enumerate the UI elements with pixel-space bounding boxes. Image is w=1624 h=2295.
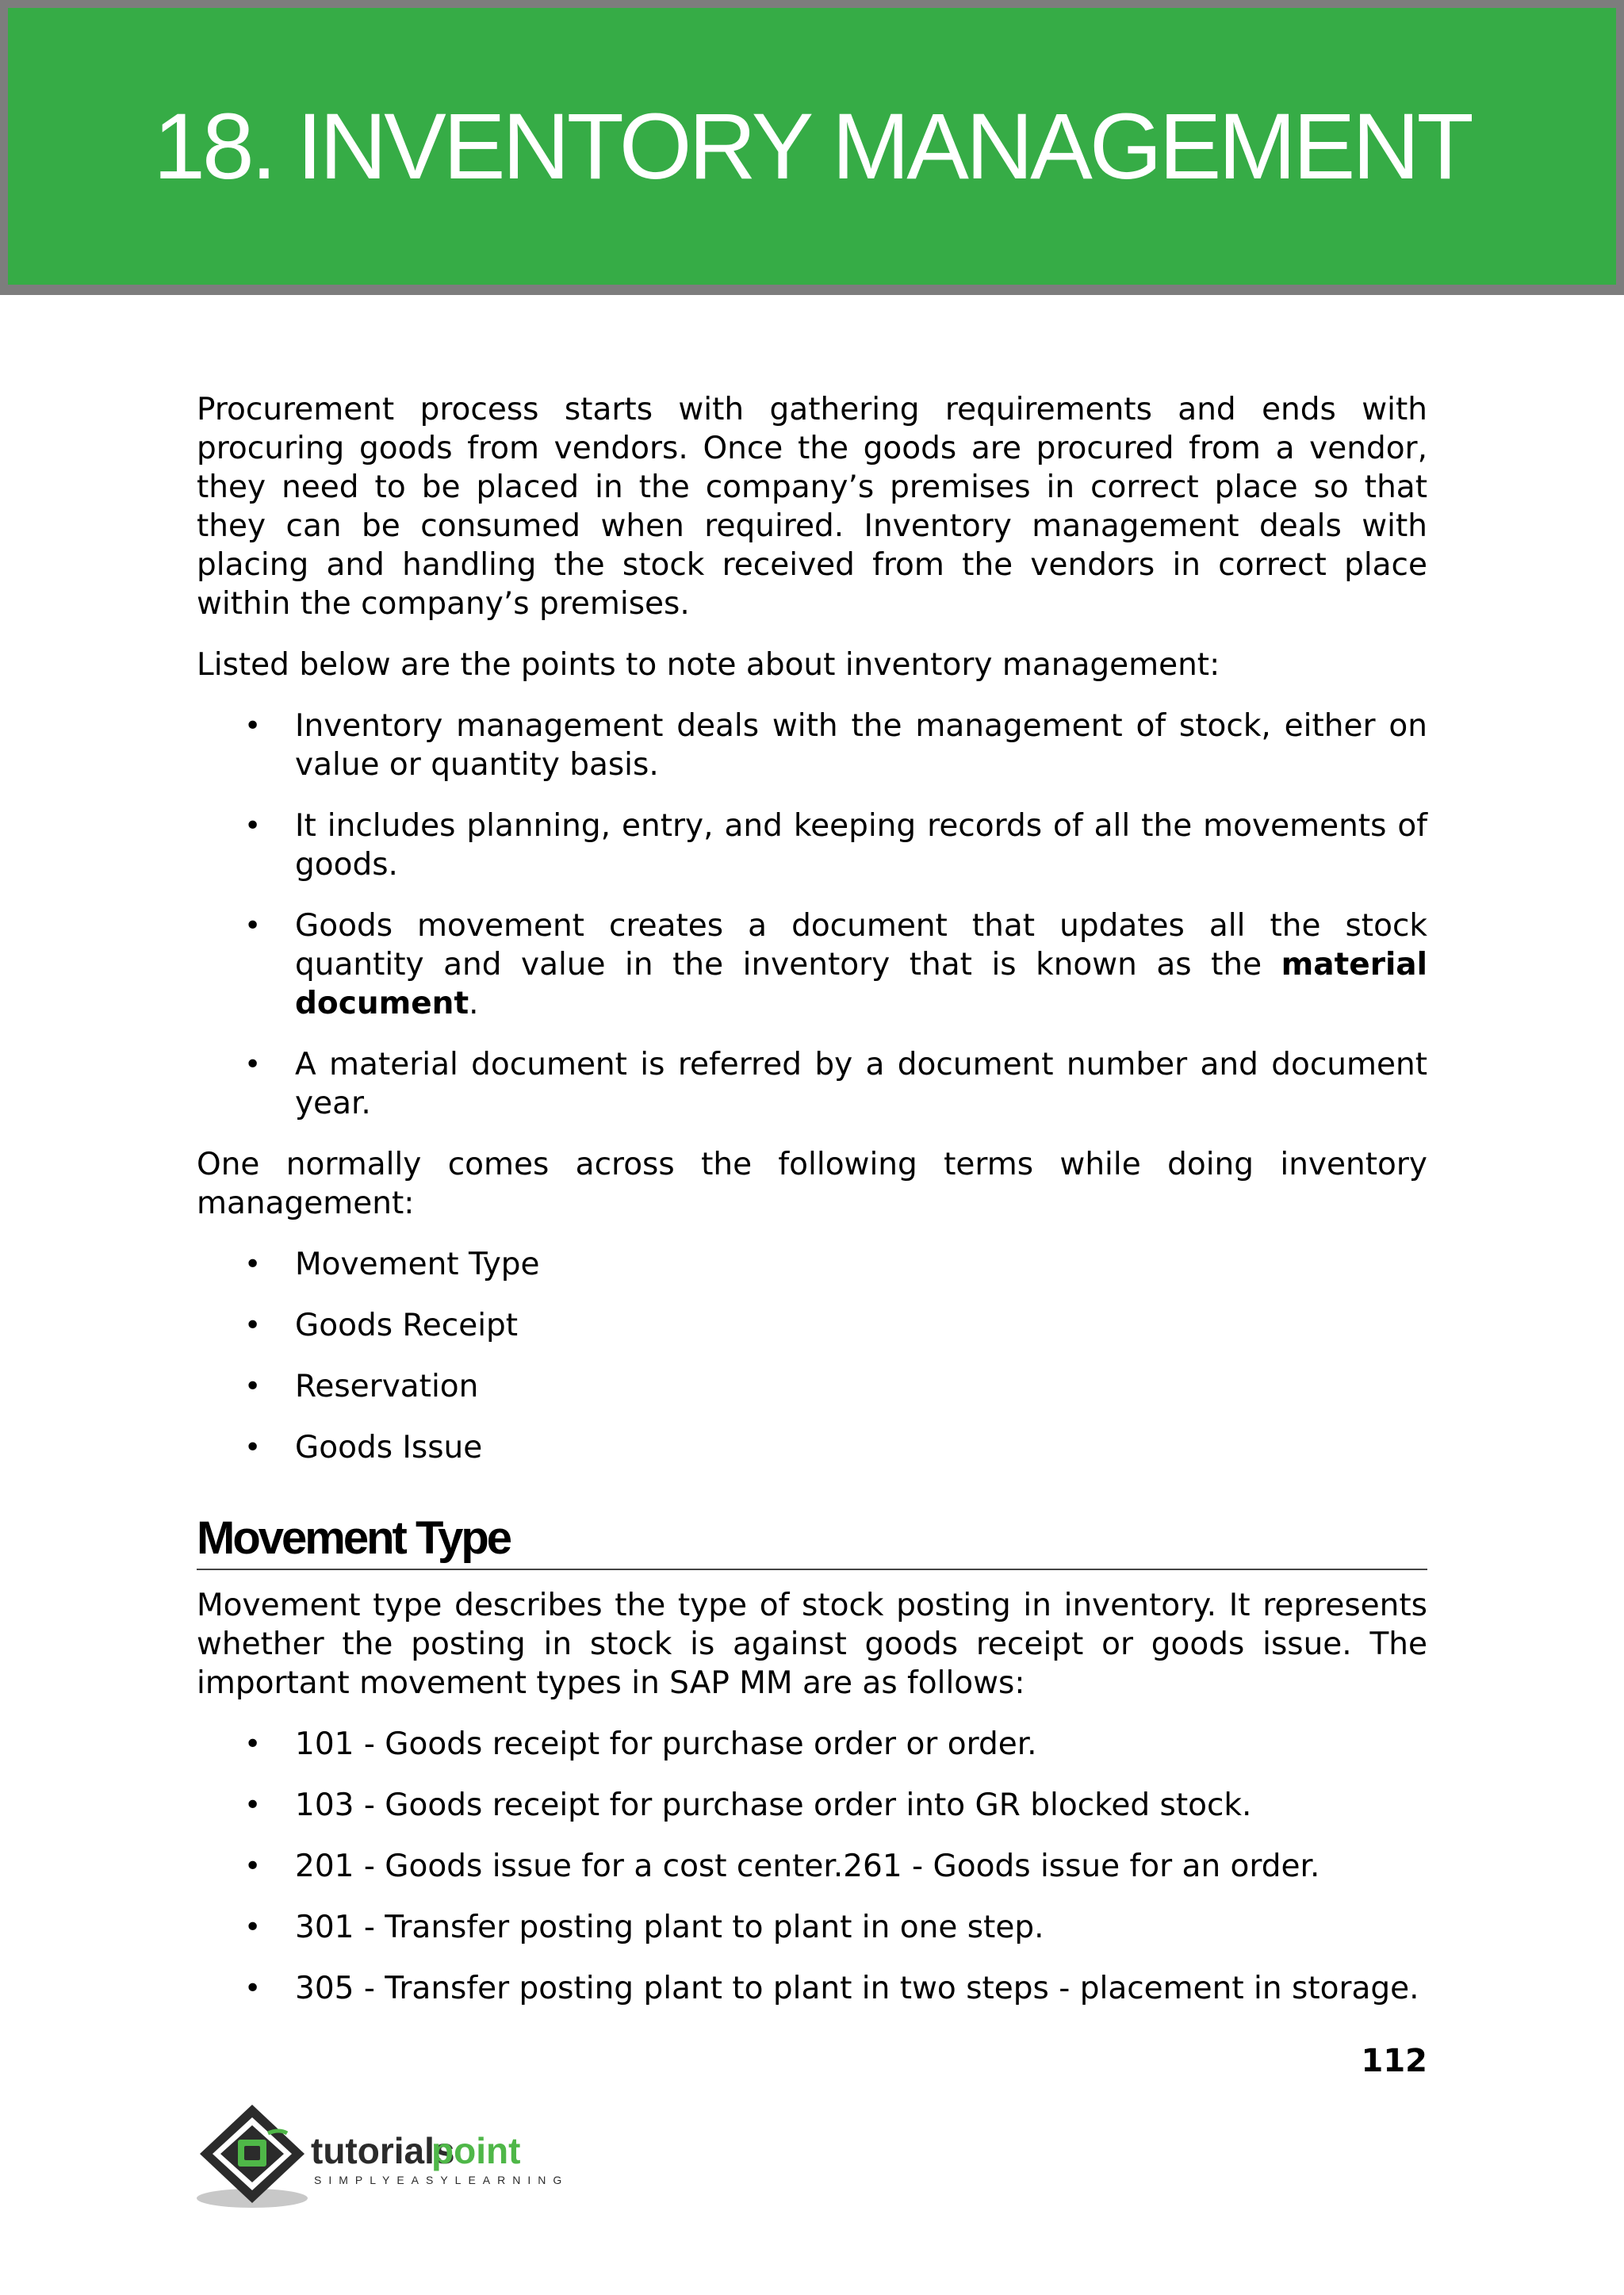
intro-paragraph: Procurement process starts with gathering requirements and ends with procuring goods from vendors. Once the goods are procured from a vendor, they need to be placed in the company’s premises in correct place so that they can be consumed when required. Inventory management deals with placing and handling the stock received from the vendors in correct place within the company’s premises. bbox=[197, 392, 1427, 622]
chapter-banner bbox=[0, 0, 1624, 295]
bullet-icon: • bbox=[244, 1248, 262, 1281]
bullet-icon: • bbox=[244, 910, 262, 942]
bullet-icon: • bbox=[244, 1911, 262, 1944]
list-item: • Reservation bbox=[244, 1369, 479, 1404]
section-heading-movement-type: Movement Type bbox=[197, 1511, 1427, 1570]
bullet-icon: • bbox=[244, 810, 262, 842]
chapter-title: 18. INVENTORY MANAGEMENT bbox=[153, 94, 1471, 199]
list-item: • 305 - Transfer posting plant to plant in two steps - placement in storage. bbox=[244, 1971, 1419, 2006]
bullet-icon: • bbox=[244, 1789, 262, 1822]
bullet-icon: • bbox=[244, 1309, 262, 1342]
material-document-term: material document bbox=[295, 947, 1427, 1021]
page-number: 112 bbox=[1361, 2043, 1427, 2079]
list-intro: Listed below are the points to note about inventory management: bbox=[197, 647, 1220, 683]
bullet-icon: • bbox=[244, 1850, 262, 1883]
list-item: • 201 - Goods issue for a cost center.261 - Goods issue for an order. bbox=[244, 1849, 1320, 1884]
tutorialspoint-logo bbox=[195, 2102, 568, 2213]
list-item: • Goods Issue bbox=[244, 1430, 483, 1466]
list-item: • 103 - Goods receipt for purchase order into GR blocked stock. bbox=[244, 1787, 1252, 1823]
logo-brand-part2: point bbox=[431, 2130, 521, 2171]
list-item: • Goods movement creates a document that updates all the stock quantity and value in the inventory that is known as the material document. bbox=[244, 908, 1427, 1021]
logo-brand-part1: tutorials bbox=[311, 2130, 455, 2171]
list-item: • Movement Type bbox=[244, 1247, 540, 1282]
list-item: • 101 - Goods receipt for purchase order or order. bbox=[244, 1726, 1037, 1762]
bullet-icon: • bbox=[244, 710, 262, 742]
list-item: • Inventory management deals with the management of stock, either on value or quantity basis. bbox=[244, 708, 1427, 783]
terms-list bbox=[197, 1245, 1427, 1467]
list-item: • A material document is referred by a document number and document year. bbox=[244, 1047, 1427, 1121]
page-content bbox=[197, 390, 1427, 2030]
movement-type-paragraph: Movement type describes the type of stock posting in inventory. It represents whether the posting in stock is against goods receipt or goods issue. The important movement types in SAP MM are as follows: bbox=[197, 1588, 1427, 1701]
bullet-icon: • bbox=[244, 1972, 262, 2005]
tutorialspoint-logo-icon bbox=[195, 2102, 568, 2213]
bullet-icon: • bbox=[244, 1048, 262, 1081]
bullet-icon: • bbox=[244, 1431, 262, 1464]
list-item: • It includes planning, entry, and keeping records of all the movements of goods. bbox=[244, 808, 1427, 883]
bullet-icon: • bbox=[244, 1728, 262, 1761]
logo-tagline: SIMPLYEASYLEARNING bbox=[314, 2174, 568, 2186]
movement-types-list bbox=[197, 1725, 1427, 2008]
list-item: • 301 - Transfer posting plant to plant in one step. bbox=[244, 1910, 1044, 1945]
inventory-points-list bbox=[197, 707, 1427, 1123]
bullet-icon: • bbox=[244, 1370, 262, 1403]
list-item: • Goods Receipt bbox=[244, 1308, 519, 1343]
terms-intro: One normally comes across the following terms while doing inventory management: bbox=[197, 1147, 1427, 1221]
